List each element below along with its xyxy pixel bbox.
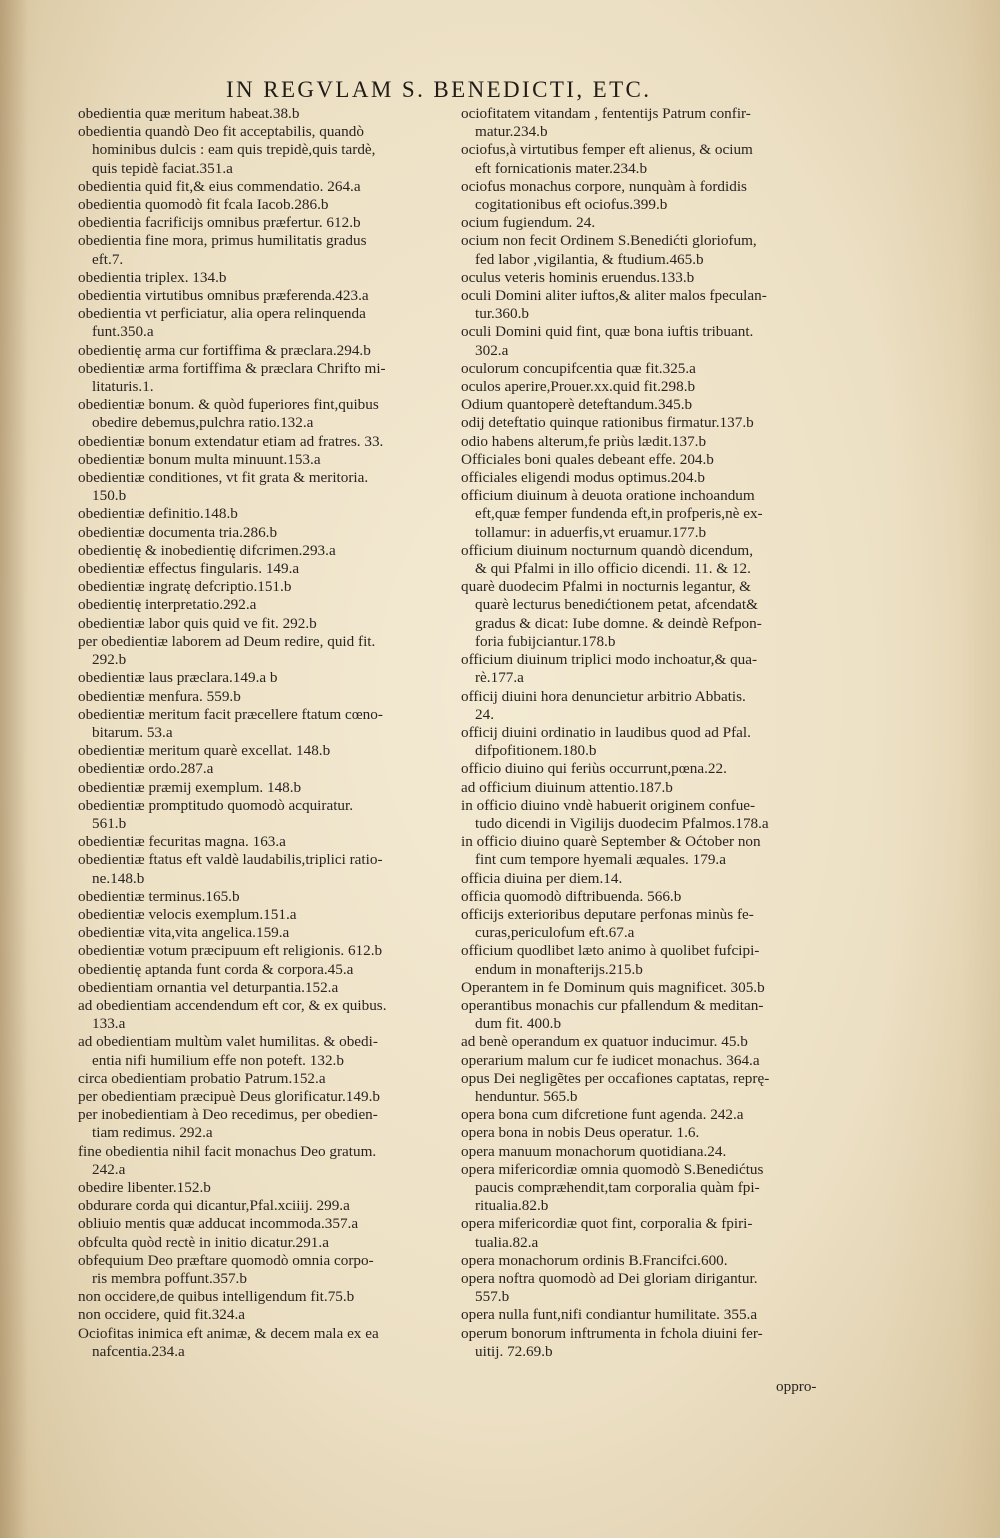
index-entry bbox=[461, 979, 833, 997]
index-entry-line: opera monachorum ordinis B.Francifci.600. bbox=[461, 1251, 728, 1269]
index-entry-continuation: litaturis.1. bbox=[92, 378, 154, 396]
index-entry-line: ocium non fecit Ordinem S.Benedićti gloriofum, bbox=[461, 232, 757, 250]
index-entry bbox=[78, 706, 450, 742]
index-entry bbox=[461, 1052, 833, 1070]
index-entry-continuation: & qui Pfalmi in illo officio dicendi. 11. & 12. bbox=[475, 560, 751, 578]
index-entry-line: ocium fugiendum. 24. bbox=[461, 214, 596, 232]
index-entry bbox=[78, 1033, 450, 1069]
index-entry-line: circa obedientiam probatio Patrum.152.a bbox=[78, 1069, 326, 1087]
index-entry-line: quarè duodecim Pfalmi in nocturnis legantur, & bbox=[461, 578, 751, 596]
index-entry-line: operum bonorum inftrumenta in fchola diuini fer- bbox=[461, 1324, 763, 1342]
index-entry bbox=[78, 542, 450, 560]
index-entry-line: officium diuinum à deuota oratione inchoandum bbox=[461, 487, 755, 505]
index-entry-continuation: eft.7. bbox=[92, 250, 124, 268]
index-entry bbox=[461, 178, 833, 214]
index-entry bbox=[461, 1143, 833, 1161]
index-entry bbox=[461, 451, 833, 469]
index-entry bbox=[78, 232, 450, 268]
index-entry-line: obedientia vt perficiatur, alia opera relinquenda bbox=[78, 305, 366, 323]
index-entry-line: obedientiæ effectus fingularis. 149.a bbox=[78, 560, 300, 578]
index-entry-line: ociofus,à virtutibus femper eft alienus, & ocium bbox=[461, 141, 753, 159]
index-entry-line: non occidere,de quibus intelligendum fit.75.b bbox=[78, 1288, 355, 1306]
index-entry-line: ad benè operandum ex quatuor inducimur. 45.b bbox=[461, 1033, 748, 1051]
index-entry-line: opus Dei negligẽtes per occafiones captatas, reprę- bbox=[461, 1069, 770, 1087]
index-entry bbox=[78, 178, 450, 196]
index-entry-line: oculi Domini aliter iuftos,& aliter malos fpeculan- bbox=[461, 287, 767, 305]
index-entry-line: obedientiæ meritum quarè excellat. 148.b bbox=[78, 742, 331, 760]
index-entry-line: obedientia quomodò fit fcala Iacob.286.b bbox=[78, 196, 329, 214]
index-entry-line: per obedientiam præcipuè Deus glorificatur.149.b bbox=[78, 1087, 380, 1105]
index-entry bbox=[78, 1197, 450, 1215]
index-entry bbox=[461, 1124, 833, 1142]
index-column-right bbox=[461, 105, 833, 1361]
index-entry bbox=[78, 888, 450, 906]
index-entry bbox=[461, 214, 833, 232]
index-entry bbox=[78, 961, 450, 979]
index-entry-line: ad obedientiam accendendum eft cor, & ex quibus. bbox=[78, 996, 387, 1014]
index-entry-continuation: entia nifi humilium effe non poteft. 132.b bbox=[92, 1051, 344, 1069]
index-entry-continuation: eft,quæ femper fundenda eft,in profperis,nè ex- bbox=[475, 505, 763, 523]
index-entry-line: obedientia quæ meritum habeat.38.b bbox=[78, 105, 300, 122]
index-entry-continuation: dum fit. 400.b bbox=[475, 1015, 562, 1033]
index-entry-line: obedientiæ meritum facit præcellere ftatum cœno- bbox=[78, 705, 383, 723]
index-entry-line: opera noftra quomodò ad Dei gloriam dirigantur. bbox=[461, 1270, 758, 1287]
index-entry-line: obedientię arma cur fortiffima & præclara.294.b bbox=[78, 341, 371, 359]
index-entry-line: operantibus monachis cur pfallendum & meditan- bbox=[461, 996, 764, 1014]
index-entry-line: obfequium Deo præftare quomodò omnia corpo- bbox=[78, 1251, 374, 1269]
index-entry-line: opera manuum monachorum quotidiana.24. bbox=[461, 1142, 727, 1160]
index-entry-line: officiales eligendi modus optimus.204.b bbox=[461, 469, 705, 487]
index-entry bbox=[78, 578, 450, 596]
index-entry-line: officij diuini ordinatio in laudibus quod ad Pfal. bbox=[461, 723, 751, 741]
index-entry-line: officio diuino qui feriùs occurrunt,pœna.22. bbox=[461, 760, 727, 778]
index-entry-line: in officio diuino vndè habuerit originem confue- bbox=[461, 796, 756, 814]
index-entry-line: obedientia facrificijs omnibus præfertur. 612.b bbox=[78, 214, 361, 232]
index-entry bbox=[461, 487, 833, 542]
index-entry bbox=[461, 997, 833, 1033]
index-entry bbox=[461, 378, 833, 396]
index-entry-continuation: 24. bbox=[475, 705, 494, 723]
index-entry bbox=[461, 888, 833, 906]
index-entry-line: odio habens alterum,fe priùs lædit.137.b bbox=[461, 432, 707, 450]
index-entry-line: Officiales boni quales debeant effe. 204.b bbox=[461, 450, 714, 468]
index-entry-line: oculi Domini quid fint, quæ bona iuftis tribuant. bbox=[461, 323, 754, 341]
index-entry-line: obedientiæ ordo.287.a bbox=[78, 760, 214, 778]
index-entry bbox=[78, 1070, 450, 1088]
index-entry-line: obedientia fine mora, primus humilitatis gradus bbox=[78, 232, 367, 250]
index-entry-continuation: fed labor ,vigilantia, & ftudium.465.b bbox=[475, 250, 704, 268]
index-entry-continuation: 561.b bbox=[92, 814, 127, 832]
index-entry bbox=[461, 651, 833, 687]
index-entry-line: obedientiæ ftatus eft valdè laudabilis,triplici ratio- bbox=[78, 851, 383, 869]
index-entry bbox=[78, 342, 450, 360]
index-entry-line: non occidere, quid fit.324.a bbox=[78, 1306, 246, 1324]
index-entry-line: officia quomodò diftribuenda. 566.b bbox=[461, 887, 682, 905]
index-entry-continuation: 557.b bbox=[475, 1288, 510, 1306]
index-entry-continuation: tualia.82.a bbox=[475, 1233, 539, 1251]
index-entry bbox=[78, 906, 450, 924]
index-entry-continuation: quarè lecturus benedićtionem petat, afcendat& bbox=[475, 596, 758, 614]
index-entry bbox=[78, 979, 450, 997]
index-entry-line: odij deteftatio quinque rationibus firmatur.137.b bbox=[461, 414, 754, 432]
running-head: IN REGVLAM S. BENEDICTI, ETC. bbox=[226, 77, 652, 102]
index-entry bbox=[461, 1306, 833, 1324]
index-entry-continuation: uitij. 72.69.b bbox=[475, 1342, 553, 1360]
index-entry bbox=[461, 1270, 833, 1306]
index-entry-continuation: curas,periculofum eft.67.a bbox=[475, 924, 635, 942]
index-entry bbox=[461, 360, 833, 378]
index-entry bbox=[78, 1288, 450, 1306]
index-entry bbox=[78, 1325, 450, 1361]
index-entry bbox=[78, 1088, 450, 1106]
index-entry-continuation: matur.234.b bbox=[475, 123, 548, 141]
index-entry bbox=[78, 596, 450, 614]
index-entry-line: obedientiæ arma fortiffima & præclara Chrifto mi- bbox=[78, 359, 386, 377]
index-entry-line: officia diuina per diem.14. bbox=[461, 869, 623, 887]
index-entry-line: ociofus monachus corpore, nunquàm à fordidis bbox=[461, 177, 747, 195]
index-entry bbox=[78, 669, 450, 687]
index-entry bbox=[78, 451, 450, 469]
index-entry-line: obedientiam ornantia vel deturpantia.152.a bbox=[78, 978, 339, 996]
index-entry bbox=[78, 269, 450, 287]
index-entry-continuation: funt.350.a bbox=[92, 323, 154, 341]
index-entry-continuation: tollamur: in aduerfis,vt eruamur.177.b bbox=[475, 523, 707, 541]
index-entry bbox=[461, 779, 833, 797]
index-entry bbox=[461, 141, 833, 177]
index-entry-continuation: rè.177.a bbox=[475, 669, 524, 687]
index-entry bbox=[461, 396, 833, 414]
index-entry-line: Ociofitas inimica eft animæ, & decem mala ex ea bbox=[78, 1324, 379, 1342]
index-entry bbox=[78, 196, 450, 214]
index-entry-line: officijs exterioribus deputare perfonas minùs fe- bbox=[461, 905, 754, 923]
index-entry-line: officij diuini hora denuncietur arbitrio Abbatis. bbox=[461, 687, 746, 705]
index-entry-continuation: bitarum. 53.a bbox=[92, 723, 173, 741]
index-entry-line: per inobedientiam à Deo recedimus, per obedien- bbox=[78, 1106, 378, 1124]
index-entry bbox=[461, 1161, 833, 1216]
index-entry-line: obedientiæ fecuritas magna. 163.a bbox=[78, 833, 286, 851]
index-entry bbox=[461, 1215, 833, 1251]
index-entry bbox=[78, 615, 450, 633]
index-entry bbox=[461, 870, 833, 888]
index-column-left bbox=[78, 105, 450, 1361]
index-entry bbox=[78, 1106, 450, 1142]
index-entry-line: obedientia triplex. 134.b bbox=[78, 268, 227, 286]
index-entry-line: obliuio mentis quæ adducat incommoda.357.a bbox=[78, 1215, 359, 1233]
index-entry-line: obedientiæ documenta tria.286.b bbox=[78, 523, 278, 541]
index-entry bbox=[78, 633, 450, 669]
index-entry-continuation: 133.a bbox=[92, 1015, 126, 1033]
index-entry-continuation: tiam redimus. 292.a bbox=[92, 1124, 213, 1142]
index-entry-line: obedientię aptanda funt corda & corpora.45.a bbox=[78, 960, 354, 978]
index-entry-line: per obedientiæ laborem ad Deum redire, quid fit. bbox=[78, 632, 376, 650]
index-entry-line: obedientia quid fit,& eius commendatio. 264.a bbox=[78, 177, 361, 195]
index-entry-continuation: tur.360.b bbox=[475, 305, 530, 323]
index-entry bbox=[78, 305, 450, 341]
index-entry bbox=[78, 688, 450, 706]
index-entry-line: obedientię interpretatio.292.a bbox=[78, 596, 257, 614]
index-entry bbox=[78, 1306, 450, 1324]
index-entry bbox=[78, 742, 450, 760]
index-entry-line: oculos aperire,Prouer.xx.quid fit.298.b bbox=[461, 378, 696, 396]
index-entry bbox=[461, 1325, 833, 1361]
index-entry bbox=[461, 942, 833, 978]
index-entry bbox=[78, 1252, 450, 1288]
index-entry-continuation: foria fubijciantur.178.b bbox=[475, 632, 616, 650]
index-entry-continuation: ris membra poffunt.357.b bbox=[92, 1270, 247, 1287]
index-entry-line: obedientiæ terminus.165.b bbox=[78, 887, 240, 905]
index-entry bbox=[78, 469, 450, 505]
index-entry bbox=[461, 833, 833, 869]
catchword: oppro- bbox=[776, 1378, 817, 1395]
index-entry-line: obedientiæ labor quis quid ve fit. 292.b bbox=[78, 614, 317, 632]
index-entry bbox=[78, 779, 450, 797]
index-entry bbox=[78, 105, 450, 123]
index-entry-line: obedientię & inobedientię difcrimen.293.a bbox=[78, 541, 336, 559]
index-entry-continuation: nafcentia.234.a bbox=[92, 1342, 185, 1360]
index-entry-line: opera bona in nobis Deus operatur. 1.6. bbox=[461, 1124, 700, 1142]
index-entry bbox=[78, 360, 450, 396]
index-entry-line: officium quodlibet læto animo à quolibet fufcipi- bbox=[461, 942, 760, 960]
index-entry bbox=[78, 1143, 450, 1179]
index-entry-continuation: obedire debemus,pulchra ratio.132.a bbox=[92, 414, 314, 432]
index-entry bbox=[461, 1106, 833, 1124]
index-entry bbox=[78, 214, 450, 232]
index-entry-continuation: hominibus dulcis : eam quis trepidè,quis tardè, bbox=[92, 141, 376, 159]
index-entry-line: obedientiæ bonum. & quòd fuperiores fint,quibus bbox=[78, 396, 379, 414]
index-entry-line: obedientiæ bonum multa minuunt.153.a bbox=[78, 450, 321, 468]
index-entry-continuation: quis tepidè faciat.351.a bbox=[92, 159, 233, 177]
index-entry-line: obedientiæ promptitudo quomodò acquiratur. bbox=[78, 796, 354, 814]
index-entry-continuation: eft fornicationis mater.234.b bbox=[475, 159, 648, 177]
index-entry bbox=[78, 851, 450, 887]
index-entry bbox=[78, 1234, 450, 1252]
index-entry-continuation: 292.b bbox=[92, 651, 127, 669]
index-entry-line: ad obedientiam multùm valet humilitas. & obedi- bbox=[78, 1033, 378, 1051]
index-entry bbox=[78, 797, 450, 833]
index-entry-continuation: 150.b bbox=[92, 487, 127, 505]
index-entry bbox=[461, 578, 833, 651]
index-entry bbox=[461, 1252, 833, 1270]
index-entry-line: opera bona cum difcretione funt agenda. 242.a bbox=[461, 1106, 744, 1124]
index-entry bbox=[461, 469, 833, 487]
index-entry bbox=[461, 724, 833, 760]
index-entry-line: obedientiæ præmij exemplum. 148.b bbox=[78, 778, 302, 796]
index-entry-line: oculorum concupifcentia quæ fit.325.a bbox=[461, 359, 696, 377]
index-entry-line: opera nulla funt,nifi condiantur humilitate. 355.a bbox=[461, 1306, 758, 1324]
index-entry-line: obdurare corda qui dicantur,Pfal.xciiij. 299.a bbox=[78, 1197, 350, 1215]
index-entry bbox=[78, 396, 450, 432]
index-entry-line: obedientiæ votum præcipuum eft religionis. 612.b bbox=[78, 942, 383, 960]
index-entry-line: obedientiæ bonum extendatur etiam ad fratres. 33. bbox=[78, 432, 384, 450]
index-entry-line: obfculta quòd rectè in initio dicatur.291.a bbox=[78, 1233, 329, 1251]
index-entry-line: opera mifericordiæ quot fint, corporalia & fpiri- bbox=[461, 1215, 753, 1233]
index-entry-continuation: ritualia.82.b bbox=[475, 1197, 549, 1215]
index-entry-line: obedientiæ conditiones, vt fit grata & meritoria. bbox=[78, 469, 369, 487]
index-entry bbox=[461, 232, 833, 268]
index-entry-continuation: difpofitionem.180.b bbox=[475, 742, 597, 760]
index-entry-continuation: tudo dicendi in Vigilijs duodecim Pfalmos.178.a bbox=[475, 814, 769, 832]
index-entry-line: officium diuinum nocturnum quandò dicendum, bbox=[461, 541, 754, 559]
index-entry bbox=[78, 924, 450, 942]
index-entry-line: officium diuinum triplici modo inchoatur,& qua- bbox=[461, 651, 758, 669]
index-entry bbox=[461, 414, 833, 432]
index-entry-line: obedientiæ vita,vita angelica.159.a bbox=[78, 924, 290, 942]
index-entry-continuation: paucis compræhendit,tam corporalia quàm fpi- bbox=[475, 1178, 760, 1196]
index-entry-line: obedire libenter.152.b bbox=[78, 1178, 211, 1196]
index-entry-line: Operantem in fe Dominum quis magnificet. 305.b bbox=[461, 978, 765, 996]
index-entry bbox=[461, 1070, 833, 1106]
index-entry bbox=[78, 433, 450, 451]
index-entry-line: obedientiæ menfura. 559.b bbox=[78, 687, 241, 705]
index-entry bbox=[461, 797, 833, 833]
index-entry bbox=[461, 760, 833, 778]
index-entry-line: ociofitatem vitandam , fententijs Patrum confir- bbox=[461, 105, 751, 122]
index-entry bbox=[78, 760, 450, 778]
index-entry bbox=[78, 505, 450, 523]
index-entry-continuation: henduntur. 565.b bbox=[475, 1087, 578, 1105]
index-entry bbox=[78, 1179, 450, 1197]
index-entry-line: operarium malum cur fe iudicet monachus. 364.a bbox=[461, 1051, 760, 1069]
index-entry bbox=[461, 287, 833, 323]
index-entry-continuation: 242.a bbox=[92, 1160, 126, 1178]
index-entry-continuation: 302.a bbox=[475, 341, 509, 359]
index-entry bbox=[78, 942, 450, 960]
index-entry bbox=[461, 1033, 833, 1051]
index-entry-line: fine obedientia nihil facit monachus Deo gratum. bbox=[78, 1142, 377, 1160]
index-entry-line: obedientia quandò Deo fit acceptabilis, quandò bbox=[78, 123, 364, 141]
index-entry bbox=[461, 323, 833, 359]
index-entry bbox=[78, 123, 450, 178]
index-entry bbox=[78, 997, 450, 1033]
index-entry-continuation: fint cum tempore hyemali æquales. 179.a bbox=[475, 851, 726, 869]
index-entry-line: Odium quantoperè deteftandum.345.b bbox=[461, 396, 693, 414]
index-entry bbox=[78, 524, 450, 542]
index-entry-continuation: endum in monafterijs.215.b bbox=[475, 960, 643, 978]
index-entry bbox=[78, 560, 450, 578]
index-entry bbox=[461, 542, 833, 578]
index-entry-continuation: gradus & dicat: Iube domne. & deindè Refpon- bbox=[475, 614, 762, 632]
index-entry-line: obedientiæ laus præclara.149.a b bbox=[78, 669, 278, 687]
index-entry bbox=[461, 906, 833, 942]
index-entry-line: oculus veteris hominis eruendus.133.b bbox=[461, 268, 695, 286]
index-entry-continuation: cogitationibus eft ociofus.399.b bbox=[475, 196, 668, 214]
index-entry bbox=[461, 105, 833, 141]
index-entry bbox=[461, 269, 833, 287]
index-entry bbox=[78, 1215, 450, 1233]
index-entry bbox=[461, 688, 833, 724]
index-entry-line: opera mifericordiæ omnia quomodò S.Benedićtus bbox=[461, 1160, 764, 1178]
index-entry-line: obedientiæ ingratę defcriptio.151.b bbox=[78, 578, 292, 596]
index-entry-line: obedientia virtutibus omnibus præferenda.423.a bbox=[78, 287, 369, 305]
index-entry-line: obedientiæ velocis exemplum.151.a bbox=[78, 905, 297, 923]
index-entry-line: in officio diuino quarè September & Oćtober non bbox=[461, 833, 761, 851]
index-entry bbox=[78, 287, 450, 305]
index-entry-continuation: ne.148.b bbox=[92, 869, 145, 887]
index-entry bbox=[461, 433, 833, 451]
index-entry-line: obedientiæ definitio.148.b bbox=[78, 505, 238, 523]
index-entry-line: ad officium diuinum attentio.187.b bbox=[461, 778, 673, 796]
index-entry bbox=[78, 833, 450, 851]
